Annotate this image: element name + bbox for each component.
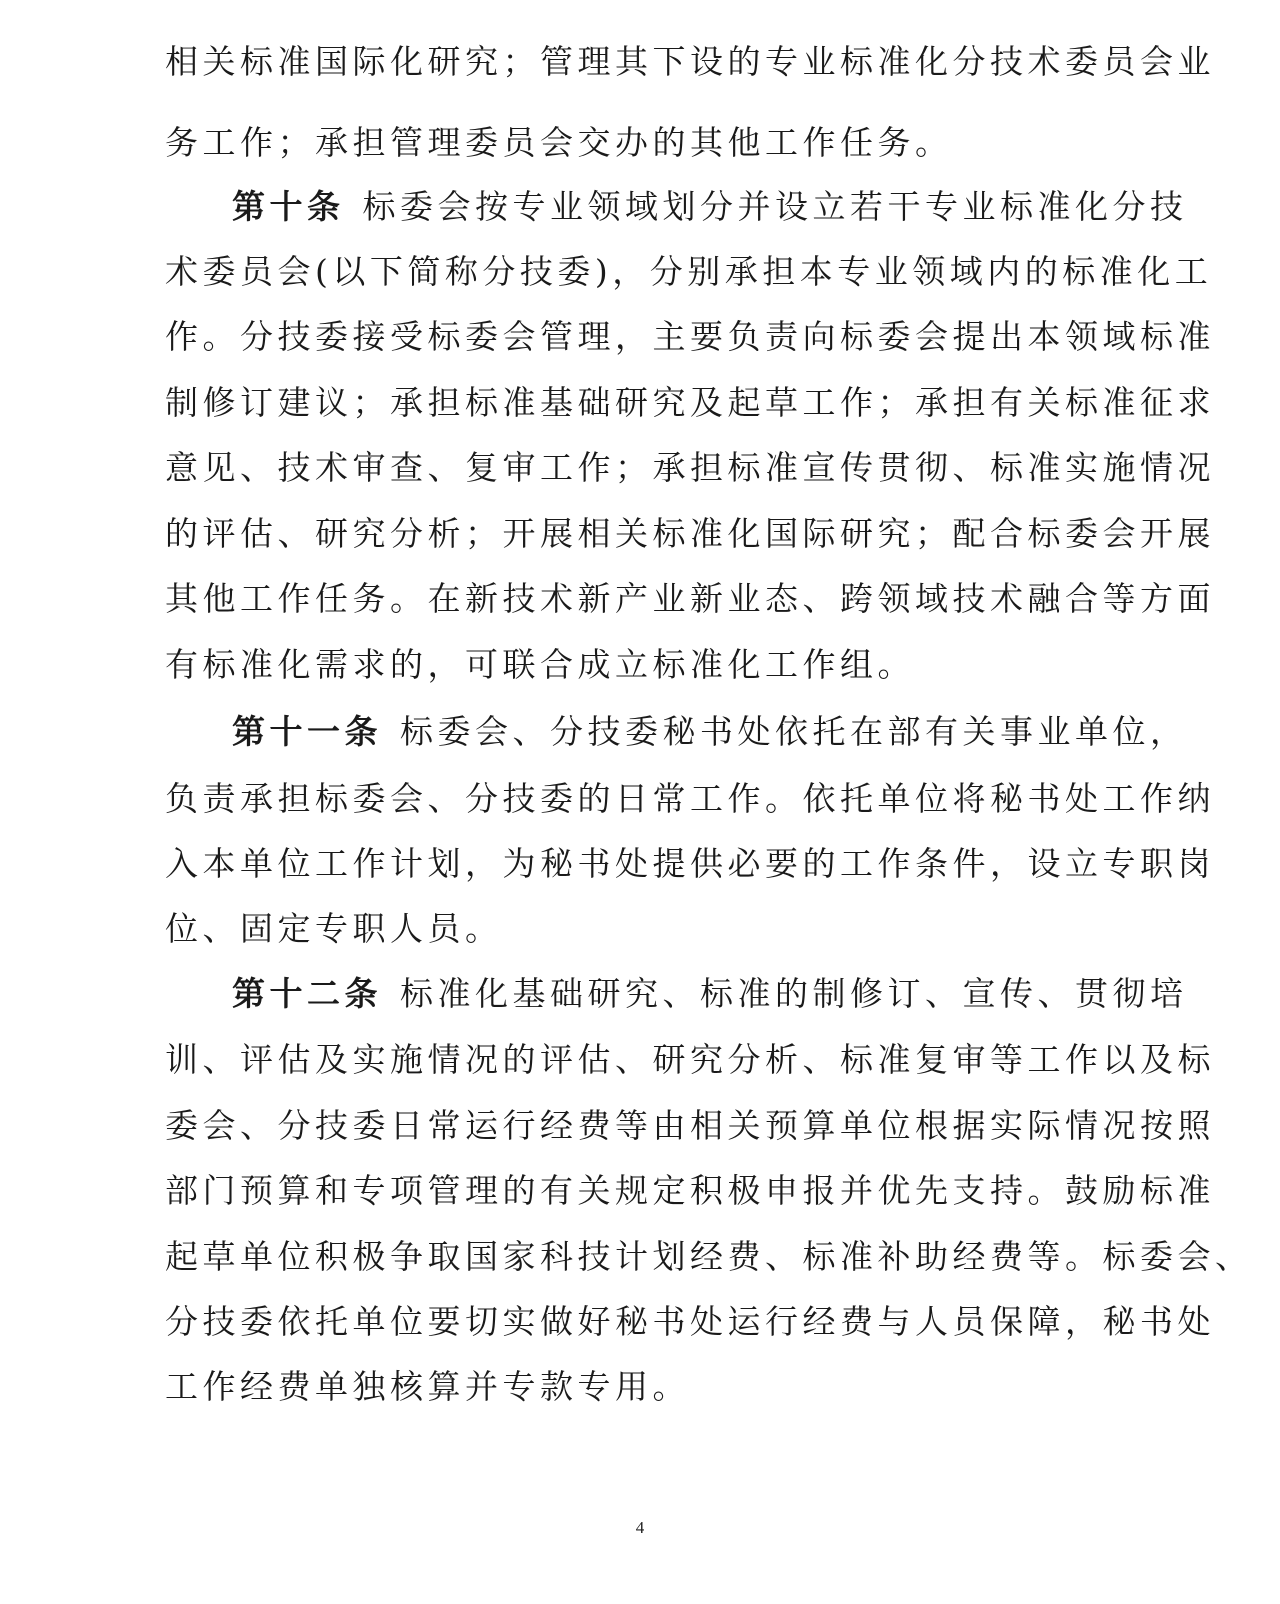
article-12-first-line — [232, 974, 1188, 1014]
text-line — [165, 1237, 1253, 1277]
text-line — [165, 1171, 1215, 1211]
line-text: 有标准化需求的，可联合成立标准化工作组。 — [165, 645, 915, 684]
text-line — [165, 514, 1215, 554]
text-line — [165, 448, 1215, 488]
line-text: 负责承担标委会、分技委的日常工作。依托单位将秘书处工作纳 — [165, 779, 1215, 818]
line-text: 起草单位积极争取国家科技计划经费、标准补助经费等。标委会、 — [165, 1237, 1253, 1276]
line-text: 标委会、分技委秘书处依托在部有关事业单位， — [400, 712, 1188, 751]
line-text: 部门预算和专项管理的有关规定积极申报并优先支持。鼓励标准 — [165, 1171, 1215, 1210]
page-number: 4 — [635, 1518, 645, 1537]
line-text: 标准化基础研究、标准的制修订、宣传、贯彻培 — [400, 974, 1188, 1013]
text-line — [165, 383, 1215, 423]
text-line — [165, 844, 1215, 884]
line-text: 作。分技委接受标委会管理，主要负责向标委会提出本领域标准 — [165, 317, 1215, 356]
text-line — [165, 123, 1095, 163]
line-text: 其他工作任务。在新技术新产业新业态、跨领域技术融合等方面 — [165, 579, 1215, 618]
text-line — [165, 1367, 1095, 1407]
line-text: 位、固定专职人员。 — [165, 909, 503, 948]
line-text: 术委员会(以下简称分技委)，分别承担本专业领域内的标准化工 — [165, 252, 1213, 291]
line-text: 的评估、研究分析；开展相关标准化国际研究；配合标委会开展 — [165, 514, 1215, 553]
line-text: 入本单位工作计划，为秘书处提供必要的工作条件，设立专职岗 — [165, 844, 1215, 883]
line-text: 委会、分技委日常运行经费等由相关预算单位根据实际情况按照 — [165, 1106, 1215, 1145]
article-11-first-line — [232, 712, 1188, 752]
line-text: 分技委依托单位要切实做好秘书处运行经费与人员保障，秘书处 — [165, 1302, 1215, 1341]
article-10-number: 第十条 — [232, 187, 345, 226]
article-11-number: 第十一条 — [232, 712, 382, 751]
article-12-number: 第十二条 — [232, 974, 382, 1013]
text-line — [165, 579, 1215, 619]
line-text: 训、评估及实施情况的评估、研究分析、标准复审等工作以及标 — [165, 1040, 1215, 1079]
text-line — [165, 42, 1215, 82]
line-text: 制修订建议；承担标准基础研究及起草工作；承担有关标准征求 — [165, 383, 1215, 422]
line-text: 意见、技术审查、复审工作；承担标准宣传贯彻、标准实施情况 — [165, 448, 1215, 487]
text-line — [165, 1040, 1215, 1080]
text-line — [165, 779, 1215, 819]
text-line — [165, 317, 1215, 357]
article-10-first-line — [232, 187, 1188, 227]
line-text: 工作经费单独核算并专款专用。 — [165, 1367, 690, 1406]
text-line — [165, 1302, 1215, 1342]
text-line — [165, 1106, 1215, 1146]
text-line — [165, 909, 1095, 949]
line-text: 标委会按专业领域划分并设立若干专业标准化分技 — [362, 187, 1188, 226]
line-text: 务工作；承担管理委员会交办的其他工作任务。 — [165, 123, 953, 162]
text-line — [165, 645, 1095, 685]
line-text: 相关标准国际化研究；管理其下设的专业标准化分技术委员会业 — [165, 42, 1215, 81]
text-line — [165, 252, 1213, 292]
